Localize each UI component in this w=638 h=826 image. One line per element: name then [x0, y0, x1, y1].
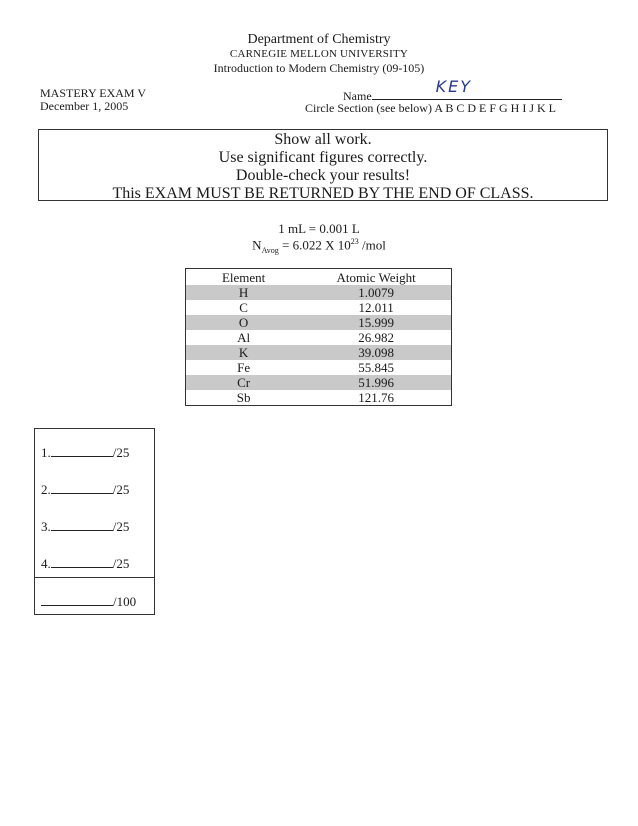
- avogadro-constant: $N_{Avog} = 6.022$ X $10^{23}$ /mol: [252, 237, 386, 255]
- instruction-line: Show all work.: [274, 131, 372, 148]
- instruction-line: Double-check your results!: [235, 167, 411, 184]
- section-field: [305, 101, 556, 116]
- score-line: 1. /25: [41, 445, 130, 460]
- exam-title: MASTERY EXAM V: [40, 86, 147, 100]
- column-header-element: Element: [221, 269, 266, 285]
- table-row: Cr 51.996: [186, 375, 452, 390]
- column-header-weight: Atomic Weight: [336, 269, 416, 285]
- section-label: Circle Section (see below): [305, 101, 432, 115]
- instruction-line: Use significant figures correctly.: [218, 149, 428, 166]
- atomic-weight-table: [185, 268, 452, 406]
- score-line: 2. /25: [41, 482, 130, 497]
- table-row: C 12.011: [239, 300, 394, 315]
- table-row: Al 26.982: [237, 330, 394, 345]
- table-header-row: [186, 269, 452, 286]
- volume-conversion: 1 mL = 0.001 L: [278, 221, 360, 236]
- score-blank[interactable]: [51, 520, 113, 531]
- table-row: Sb 121.76: [236, 390, 394, 405]
- department-title: Department of Chemistry: [247, 32, 391, 47]
- total-score-line: /100: [41, 594, 136, 610]
- total-divider: [35, 577, 154, 578]
- document-header: [0, 32, 638, 75]
- table-row: Fe 55.845: [237, 360, 394, 375]
- exam-date: December 1, 2005: [40, 99, 129, 113]
- name-underline: [372, 77, 562, 100]
- score-blank[interactable]: [51, 446, 113, 457]
- course-title: Introduction to Modern Chemistry (09-105): [213, 61, 425, 75]
- table-row: O 15.999: [186, 315, 452, 330]
- total-blank[interactable]: [41, 595, 113, 606]
- score-blank[interactable]: [51, 483, 113, 494]
- table-row: K 39.098: [186, 345, 452, 360]
- score-blank[interactable]: [51, 557, 113, 568]
- name-handwritten: KEY: [435, 77, 473, 96]
- name-label: Name: [343, 89, 372, 103]
- score-line: 4. /25: [41, 556, 130, 571]
- score-line: 3. /25: [41, 519, 130, 534]
- instructions-box: [38, 129, 608, 201]
- exam-info: [40, 87, 146, 113]
- university-name: CARNEGIE MELLON UNIVERSITY: [229, 48, 409, 60]
- score-box: [34, 428, 155, 615]
- table-row: H 1.0079: [186, 285, 452, 300]
- section-options: A B C D E F G H I J K L: [434, 101, 556, 115]
- instruction-line: This EXAM MUST BE RETURNED BY THE END OF CLASS.: [112, 185, 534, 202]
